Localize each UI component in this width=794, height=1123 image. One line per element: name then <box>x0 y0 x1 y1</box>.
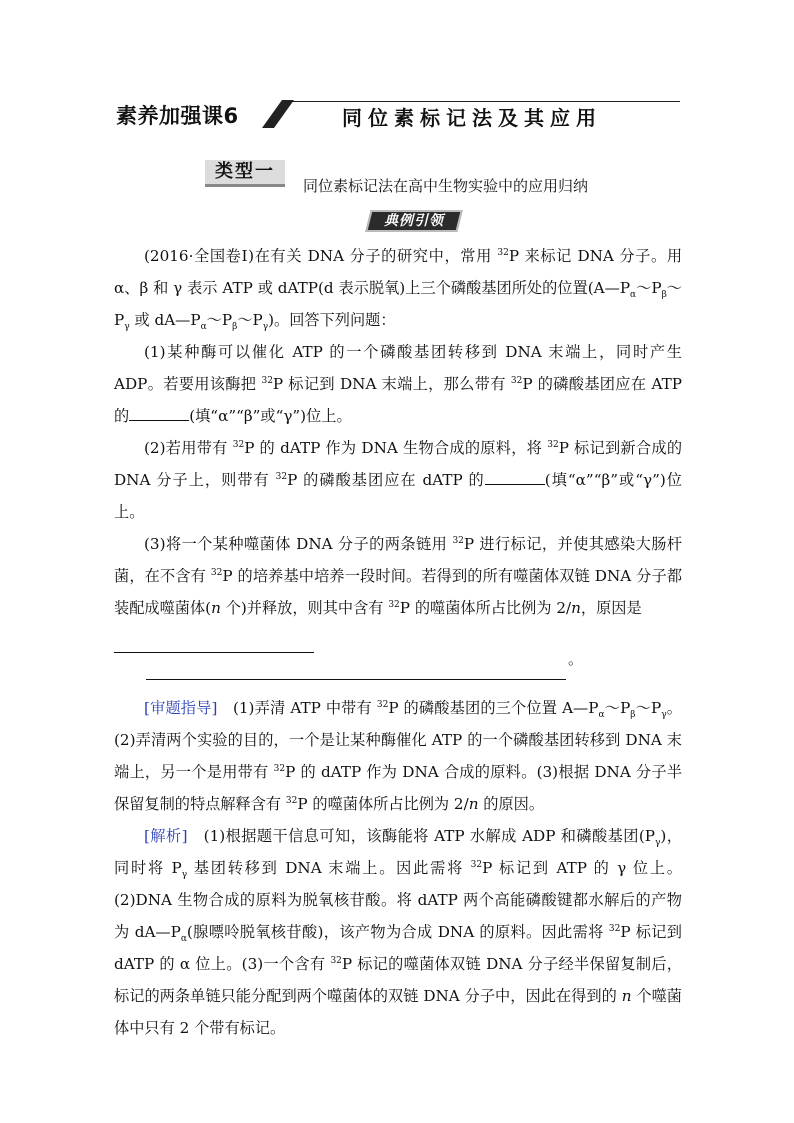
blank-end-period: 。 <box>568 650 584 668</box>
lesson-label: 素养加强课6 <box>116 104 239 128</box>
type-title: 同位素标记法在高中生物实验中的应用归纳 <box>303 177 589 195</box>
question-2: (2)若用带有 $^{32}$P 的 dATP 作为 DNA 生物合成的原料，将 $^{32}$P 标记到新合成的 DNA 分子上，则带有 $^{32}$P 的磷酸基团应在 dATP 的 (填“α”“β”或“γ”)位上。 <box>114 439 683 521</box>
slash-divider-icon <box>260 98 300 130</box>
example-badge <box>365 210 462 232</box>
lesson-header <box>110 98 680 134</box>
type-badge: 类型一 <box>205 160 285 187</box>
guide-tag: [审题指导] <box>144 699 218 717</box>
question-3: (3)将一个某种噬菌体 DNA 分子的两条链用 $^{32}$P 进行标记，并使其感染大肠杆菌，在不含有 $^{32}$P 的培养基中培养一段时间。若得到的所有噬菌体双链 DNA 分子都装配成噬菌体(n 个)并释放，则其中含有 $^{32}$P 的噬菌体所占比例为 2/n，原因是 <box>114 535 683 617</box>
analysis-paragraph: [解析] (1)根据题干信息可知，该酶能将 ATP 水解成 ADP 和磷酸基团$(P_\gamma)$，同时将 $P_\gamma$ 基团转移到 DNA 末端上。因此需将 $^{32}$P 标记到 ATP 的 γ 位上。(2)DNA 生物合成的原料为脱氧核苷酸。将 dATP 两个高能磷酸键都水解后的产物为 $dA—P_\alpha$(腺嘌呤脱氧核苷酸)，该产物为合成 DNA 的原料。因此需将 $^{32}$P 标记到 dATP 的 α 位上。(3)一个含有 $^{32}$P 标记的噬菌体双链 DNA 分子经半保留复制后，标记的两条单链只能分配到两个噬菌体的双链 DNA 分子中，因此在得到的 n 个噬菌体中只有 2 个带有标记。 <box>114 827 682 1037</box>
question-stem: (2016·全国卷Ⅰ)在有关 DNA 分子的研究中，常用 $^{32}$P 来标记 DNA 分子。用 α、β 和 γ 表示 ATP 或 dATP(d 表示脱氧)上三个磷酸基团所处的位置($A—P_\alpha\sim P_\beta\sim P_\gamma$ 或 $dA—P_\alpha\sim P_\beta\sim P_\gamma$)。回答下列问题： <box>114 247 683 333</box>
answer-blank-3b[interactable] <box>146 653 566 680</box>
guide-paragraph: [审题指导] (1)弄清 ATP 中带有 $^{32}$P 的磷酸基团的三个位置 $A—P_\alpha\sim P_\beta\sim P_\gamma$。(2)弄清两个实验的目的，一个是让某种酶催化 ATP 的一个磷酸基团转移到 DNA 末端上，另一个是用带有 $^{32}$P 的 dATP 作为 DNA 合成的原料。(3)根据 DNA 分子半保留复制的特点解释含有 $^{32}$P 的噬菌体所占比例为 2/n 的原因。 <box>114 699 683 813</box>
example-badge-label: 典例引领 <box>384 213 444 229</box>
analysis-tag: [解析] <box>144 827 188 845</box>
answer-blank-1[interactable] <box>129 406 189 421</box>
answer-blank-3a[interactable] <box>114 624 314 653</box>
lesson-title: 同位素标记法及其应用 <box>342 106 602 130</box>
question-1: (1)某种酶可以催化 ATP 的一个磷酸基团转移到 DNA 末端上，同时产生 ADP。若要用该酶把 $^{32}$P 标记到 DNA 末端上，那么带有 $^{32}$P 的磷酸基团应在 ATP 的 (填“α”“β”或“γ”)位上。 <box>114 343 682 425</box>
question-body <box>114 240 682 1044</box>
answer-blank-2[interactable] <box>485 470 545 485</box>
